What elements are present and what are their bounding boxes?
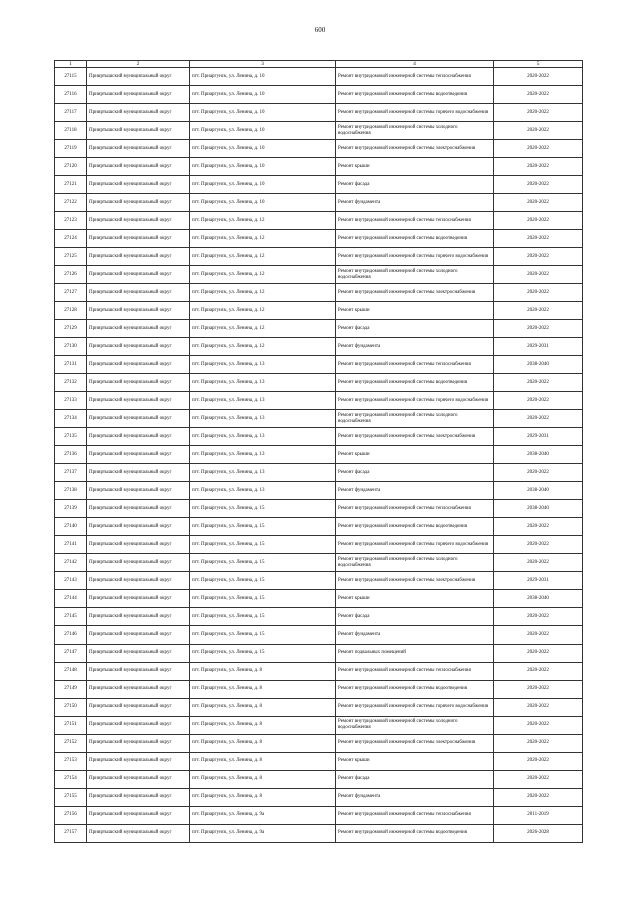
row-number: 27152 (55, 734, 87, 752)
row-number: 27119 (55, 140, 87, 158)
period-cell: 2020-2022 (494, 464, 583, 482)
row-number: 27116 (55, 86, 87, 104)
address-cell: пгт. Приаргунск, ул. Ленина, д. 13 (190, 356, 336, 374)
row-number: 27141 (55, 536, 87, 554)
address-cell: пгт. Приаргунск, ул. Ленина, д. 8 (190, 698, 336, 716)
municipality-cell: Прииртышский муниципальный округ (87, 356, 190, 374)
municipality-cell: Прииртышский муниципальный округ (87, 482, 190, 500)
address-cell: пгт. Приаргунск, ул. Ленина, д. 10 (190, 158, 336, 176)
municipality-cell: Прииртышский муниципальный округ (87, 554, 190, 572)
address-cell: пгт. Приаргунск, ул. Ленина, д. 13 (190, 446, 336, 464)
table-row (55, 662, 583, 680)
table-row (55, 554, 583, 572)
table-row (55, 518, 583, 536)
row-number: 27157 (55, 824, 87, 842)
table-row (55, 410, 583, 428)
table-row (55, 122, 583, 140)
work-type-cell: Ремонт фундамента (336, 788, 494, 806)
row-number: 27131 (55, 356, 87, 374)
work-type-cell: Ремонт фундамента (336, 194, 494, 212)
work-type-cell: Ремонт крыши (336, 158, 494, 176)
period-cell: 2020-2022 (494, 626, 583, 644)
row-number: 27130 (55, 338, 87, 356)
period-cell: 2020-2022 (494, 266, 583, 284)
address-cell: пгт. Приаргунск, ул. Ленина, д. 8 (190, 752, 336, 770)
municipality-cell: Прииртышский муниципальный округ (87, 734, 190, 752)
row-number: 27153 (55, 752, 87, 770)
row-number: 27143 (55, 572, 87, 590)
municipality-cell: Прииртышский муниципальный округ (87, 158, 190, 176)
period-cell: 2020-2022 (494, 608, 583, 626)
table-row (55, 698, 583, 716)
work-type-cell: Ремонт внутридомовой инженерной системы холодного водоснабжения (336, 122, 494, 140)
period-cell: 2020-2022 (494, 68, 583, 86)
table-row (55, 716, 583, 734)
table-row (55, 212, 583, 230)
work-type-cell: Ремонт внутридомовой инженерной системы электроснабжения (336, 284, 494, 302)
municipality-cell: Прииртышский муниципальный округ (87, 500, 190, 518)
municipality-cell: Прииртышский муниципальный округ (87, 464, 190, 482)
address-cell: пгт. Приаргунск, ул. Ленина, д. 15 (190, 536, 336, 554)
row-number: 27135 (55, 428, 87, 446)
table-row (55, 500, 583, 518)
row-number: 27132 (55, 374, 87, 392)
address-cell: пгт. Приаргунск, ул. Ленина, д. 8 (190, 680, 336, 698)
work-type-cell: Ремонт внутридомовой инженерной системы электроснабжения (336, 140, 494, 158)
work-type-cell: Ремонт внутридомовой инженерной системы водоотведения (336, 374, 494, 392)
address-cell: пгт. Приаргунск, ул. Ленина, д. 10 (190, 86, 336, 104)
address-cell: пгт. Приаргунск, ул. Ленина, д. 10 (190, 104, 336, 122)
municipality-cell: Прииртышский муниципальный округ (87, 320, 190, 338)
table-row (55, 248, 583, 266)
table-row (55, 626, 583, 644)
address-cell: пгт. Приаргунск, ул. Ленина, д. 12 (190, 266, 336, 284)
table-row (55, 464, 583, 482)
work-type-cell: Ремонт крыши (336, 590, 494, 608)
column-header: 4 (336, 61, 494, 68)
row-number: 27156 (55, 806, 87, 824)
address-cell: пгт. Приаргунск, ул. Ленина, д. 15 (190, 500, 336, 518)
repair-schedule-table (54, 60, 583, 843)
municipality-cell: Прииртышский муниципальный округ (87, 446, 190, 464)
table-body (55, 68, 583, 843)
row-number: 27149 (55, 680, 87, 698)
row-number: 27147 (55, 644, 87, 662)
address-cell: пгт. Приаргунск, ул. Ленина, д. 13 (190, 464, 336, 482)
address-cell: пгт. Приаргунск, ул. Ленина, д. 13 (190, 410, 336, 428)
row-number: 27151 (55, 716, 87, 734)
table-row (55, 194, 583, 212)
row-number: 27125 (55, 248, 87, 266)
table-row (55, 230, 583, 248)
municipality-cell: Прииртышский муниципальный округ (87, 410, 190, 428)
municipality-cell: Прииртышский муниципальный округ (87, 518, 190, 536)
municipality-cell: Прииртышский муниципальный округ (87, 572, 190, 590)
work-type-cell: Ремонт фасада (336, 320, 494, 338)
period-cell: 2038-2040 (494, 356, 583, 374)
municipality-cell: Прииртышский муниципальный округ (87, 122, 190, 140)
period-cell: 2020-2022 (494, 104, 583, 122)
row-number: 27120 (55, 158, 87, 176)
address-cell: пгт. Приаргунск, ул. Ленина, д. 13 (190, 374, 336, 392)
municipality-cell: Прииртышский муниципальный округ (87, 824, 190, 842)
work-type-cell: Ремонт крыши (336, 752, 494, 770)
municipality-cell: Прииртышский муниципальный округ (87, 428, 190, 446)
address-cell: пгт. Приаргунск, ул. Ленина, д. 12 (190, 320, 336, 338)
page-number: 600 (314, 26, 326, 34)
municipality-cell: Прииртышский муниципальный округ (87, 302, 190, 320)
work-type-cell: Ремонт внутридомовой инженерной системы холодного водоснабжения (336, 554, 494, 572)
table-row (55, 590, 583, 608)
municipality-cell: Прииртышский муниципальный округ (87, 86, 190, 104)
address-cell: пгт. Приаргунск, ул. Ленина, д. 10 (190, 122, 336, 140)
work-type-cell: Ремонт фасада (336, 176, 494, 194)
row-number: 27118 (55, 122, 87, 140)
period-cell: 2011-2019 (494, 806, 583, 824)
row-number: 27117 (55, 104, 87, 122)
table-row (55, 284, 583, 302)
column-header: 2 (87, 61, 190, 68)
period-cell: 2029-2031 (494, 338, 583, 356)
row-number: 27129 (55, 320, 87, 338)
municipality-cell: Прииртышский муниципальный округ (87, 392, 190, 410)
work-type-cell: Ремонт внутридомовой инженерной системы горячего водоснабжения (336, 536, 494, 554)
table-row (55, 392, 583, 410)
table-row (55, 644, 583, 662)
table-row (55, 608, 583, 626)
period-cell: 2029-2031 (494, 428, 583, 446)
address-cell: пгт. Приаргунск, ул. Ленина, д. 10 (190, 194, 336, 212)
work-type-cell: Ремонт крыши (336, 302, 494, 320)
address-cell: пгт. Приаргунск, ул. Ленина, д. 15 (190, 554, 336, 572)
row-number: 27126 (55, 266, 87, 284)
address-cell: пгт. Приаргунск, ул. Ленина, д. 12 (190, 248, 336, 266)
municipality-cell: Прииртышский муниципальный округ (87, 194, 190, 212)
municipality-cell: Прииртышский муниципальный округ (87, 788, 190, 806)
row-number: 27139 (55, 500, 87, 518)
table-row (55, 572, 583, 590)
row-number: 27123 (55, 212, 87, 230)
municipality-cell: Прииртышский муниципальный округ (87, 752, 190, 770)
address-cell: пгт. Приаргунск, ул. Ленина, д. 10 (190, 68, 336, 86)
period-cell: 2038-2040 (494, 482, 583, 500)
row-number: 27154 (55, 770, 87, 788)
address-cell: пгт. Приаргунск, ул. Ленина, д. 10 (190, 176, 336, 194)
address-cell: пгт. Приаргунск, ул. Ленина, д. 9а (190, 806, 336, 824)
municipality-cell: Прииртышский муниципальный округ (87, 230, 190, 248)
row-number: 27137 (55, 464, 87, 482)
work-type-cell: Ремонт фасада (336, 770, 494, 788)
address-cell: пгт. Приаргунск, ул. Ленина, д. 8 (190, 716, 336, 734)
row-number: 27121 (55, 176, 87, 194)
municipality-cell: Прииртышский муниципальный округ (87, 716, 190, 734)
municipality-cell: Прииртышский муниципальный округ (87, 662, 190, 680)
row-number: 27146 (55, 626, 87, 644)
table-row (55, 446, 583, 464)
work-type-cell: Ремонт внутридомовой инженерной системы водоотведения (336, 230, 494, 248)
work-type-cell: Ремонт внутридомовой инженерной системы горячего водоснабжения (336, 698, 494, 716)
row-number: 27140 (55, 518, 87, 536)
table-row (55, 806, 583, 824)
work-type-cell: Ремонт внутридомовой инженерной системы горячего водоснабжения (336, 104, 494, 122)
work-type-cell: Ремонт фасада (336, 464, 494, 482)
municipality-cell: Прииртышский муниципальный округ (87, 698, 190, 716)
work-type-cell: Ремонт внутридомовой инженерной системы холодного водоснабжения (336, 716, 494, 734)
period-cell: 2020-2022 (494, 770, 583, 788)
row-number: 27128 (55, 302, 87, 320)
table-row (55, 86, 583, 104)
work-type-cell: Ремонт внутридомовой инженерной системы холодного водоснабжения (336, 266, 494, 284)
period-cell: 2020-2022 (494, 230, 583, 248)
table-row (55, 374, 583, 392)
work-type-cell: Ремонт внутридомовой инженерной системы электроснабжения (336, 734, 494, 752)
municipality-cell: Прииртышский муниципальный округ (87, 680, 190, 698)
table-row (55, 428, 583, 446)
period-cell: 2020-2022 (494, 698, 583, 716)
row-number: 27133 (55, 392, 87, 410)
period-cell: 2020-2022 (494, 176, 583, 194)
municipality-cell: Прииртышский муниципальный округ (87, 770, 190, 788)
work-type-cell: Ремонт фундамента (336, 626, 494, 644)
address-cell: пгт. Приаргунск, ул. Ленина, д. 12 (190, 302, 336, 320)
period-cell: 2020-2022 (494, 536, 583, 554)
address-cell: пгт. Приаргунск, ул. Ленина, д. 8 (190, 788, 336, 806)
period-cell: 2020-2022 (494, 212, 583, 230)
work-type-cell: Ремонт подвальных помещений (336, 644, 494, 662)
municipality-cell: Прииртышский муниципальный округ (87, 212, 190, 230)
work-type-cell: Ремонт внутридомовой инженерной системы водоотведения (336, 86, 494, 104)
row-number: 27122 (55, 194, 87, 212)
row-number: 27150 (55, 698, 87, 716)
period-cell: 2020-2022 (494, 554, 583, 572)
period-cell: 2020-2022 (494, 716, 583, 734)
table-row (55, 770, 583, 788)
table-row (55, 536, 583, 554)
row-number: 27144 (55, 590, 87, 608)
table-row (55, 140, 583, 158)
table-row (55, 482, 583, 500)
municipality-cell: Прииртышский муниципальный округ (87, 338, 190, 356)
municipality-cell: Прииртышский муниципальный округ (87, 590, 190, 608)
work-type-cell: Ремонт крыши (336, 446, 494, 464)
table-row (55, 320, 583, 338)
address-cell: пгт. Приаргунск, ул. Ленина, д. 8 (190, 770, 336, 788)
address-cell: пгт. Приаргунск, ул. Ленина, д. 9а (190, 824, 336, 842)
municipality-cell: Прииртышский муниципальный округ (87, 536, 190, 554)
period-cell: 2038-2040 (494, 500, 583, 518)
row-number: 27134 (55, 410, 87, 428)
municipality-cell: Прииртышский муниципальный округ (87, 68, 190, 86)
period-cell: 2020-2022 (494, 410, 583, 428)
column-header: 3 (190, 61, 336, 68)
work-type-cell: Ремонт внутридомовой инженерной системы водоотведения (336, 518, 494, 536)
period-cell: 2020-2022 (494, 320, 583, 338)
address-cell: пгт. Приаргунск, ул. Ленина, д. 15 (190, 590, 336, 608)
municipality-cell: Прииртышский муниципальный округ (87, 806, 190, 824)
address-cell: пгт. Приаргунск, ул. Ленина, д. 8 (190, 734, 336, 752)
table-row (55, 158, 583, 176)
work-type-cell: Ремонт внутридомовой инженерной системы теплоснабжения (336, 356, 494, 374)
period-cell: 2020-2022 (494, 392, 583, 410)
column-header: 5 (494, 61, 583, 68)
period-cell: 2020-2022 (494, 374, 583, 392)
table-row (55, 266, 583, 284)
period-cell: 2020-2022 (494, 680, 583, 698)
table-row (55, 104, 583, 122)
address-cell: пгт. Приаргунск, ул. Ленина, д. 12 (190, 338, 336, 356)
work-type-cell: Ремонт внутридомовой инженерной системы водоотведения (336, 824, 494, 842)
municipality-cell: Прииртышский муниципальный округ (87, 248, 190, 266)
table-row (55, 788, 583, 806)
period-cell: 2038-2040 (494, 590, 583, 608)
period-cell: 2020-2022 (494, 140, 583, 158)
period-cell: 2020-2022 (494, 122, 583, 140)
period-cell: 2020-2022 (494, 302, 583, 320)
work-type-cell: Ремонт внутридомовой инженерной системы горячего водоснабжения (336, 248, 494, 266)
row-number: 27124 (55, 230, 87, 248)
address-cell: пгт. Приаргунск, ул. Ленина, д. 13 (190, 482, 336, 500)
period-cell: 2029-2031 (494, 572, 583, 590)
municipality-cell: Прииртышский муниципальный округ (87, 626, 190, 644)
period-cell: 2038-2040 (494, 446, 583, 464)
work-type-cell: Ремонт внутридомовой инженерной системы теплоснабжения (336, 806, 494, 824)
address-cell: пгт. Приаргунск, ул. Ленина, д. 13 (190, 392, 336, 410)
table-row (55, 176, 583, 194)
address-cell: пгт. Приаргунск, ул. Ленина, д. 12 (190, 230, 336, 248)
address-cell: пгт. Приаргунск, ул. Ленина, д. 15 (190, 608, 336, 626)
work-type-cell: Ремонт внутридомовой инженерной системы электроснабжения (336, 428, 494, 446)
address-cell: пгт. Приаргунск, ул. Ленина, д. 15 (190, 572, 336, 590)
municipality-cell: Прииртышский муниципальный округ (87, 104, 190, 122)
row-number: 27115 (55, 68, 87, 86)
work-type-cell: Ремонт внутридомовой инженерной системы теплоснабжения (336, 68, 494, 86)
period-cell: 2020-2022 (494, 788, 583, 806)
period-cell: 2020-2022 (494, 662, 583, 680)
table-row (55, 68, 583, 86)
row-number: 27136 (55, 446, 87, 464)
address-cell: пгт. Приаргунск, ул. Ленина, д. 13 (190, 428, 336, 446)
period-cell: 2020-2022 (494, 734, 583, 752)
work-type-cell: Ремонт внутридомовой инженерной системы горячего водоснабжения (336, 392, 494, 410)
table-row (55, 752, 583, 770)
work-type-cell: Ремонт внутридомовой инженерной системы теплоснабжения (336, 500, 494, 518)
period-cell: 2020-2022 (494, 284, 583, 302)
municipality-cell: Прииртышский муниципальный округ (87, 644, 190, 662)
address-cell: пгт. Приаргунск, ул. Ленина, д. 12 (190, 212, 336, 230)
municipality-cell: Прииртышский муниципальный округ (87, 176, 190, 194)
address-cell: пгт. Приаргунск, ул. Ленина, д. 15 (190, 626, 336, 644)
municipality-cell: Прииртышский муниципальный округ (87, 266, 190, 284)
row-number: 27127 (55, 284, 87, 302)
work-type-cell: Ремонт внутридомовой инженерной системы электроснабжения (336, 572, 494, 590)
municipality-cell: Прииртышский муниципальный округ (87, 284, 190, 302)
work-type-cell: Ремонт внутридомовой инженерной системы теплоснабжения (336, 662, 494, 680)
period-cell: 2020-2022 (494, 644, 583, 662)
work-type-cell: Ремонт внутридомовой инженерной системы теплоснабжения (336, 212, 494, 230)
address-cell: пгт. Приаргунск, ул. Ленина, д. 10 (190, 140, 336, 158)
municipality-cell: Прииртышский муниципальный округ (87, 140, 190, 158)
period-cell: 2020-2022 (494, 194, 583, 212)
table-row (55, 338, 583, 356)
column-header: 1 (55, 61, 87, 68)
address-cell: пгт. Приаргунск, ул. Ленина, д. 12 (190, 284, 336, 302)
period-cell: 2020-2022 (494, 158, 583, 176)
row-number: 27155 (55, 788, 87, 806)
period-cell: 2020-2022 (494, 518, 583, 536)
table-row (55, 356, 583, 374)
table-row (55, 302, 583, 320)
work-type-cell: Ремонт внутридомовой инженерной системы водоотведения (336, 680, 494, 698)
address-cell: пгт. Приаргунск, ул. Ленина, д. 15 (190, 644, 336, 662)
table-row (55, 824, 583, 842)
period-cell: 2026-2028 (494, 824, 583, 842)
table-row (55, 680, 583, 698)
row-number: 27138 (55, 482, 87, 500)
row-number: 27142 (55, 554, 87, 572)
work-type-cell: Ремонт внутридомовой инженерной системы холодного водоснабжения (336, 410, 494, 428)
work-type-cell: Ремонт фундамента (336, 482, 494, 500)
table-header-row (55, 61, 583, 68)
row-number: 27145 (55, 608, 87, 626)
period-cell: 2020-2022 (494, 86, 583, 104)
municipality-cell: Прииртышский муниципальный округ (87, 374, 190, 392)
work-type-cell: Ремонт фундамента (336, 338, 494, 356)
period-cell: 2020-2022 (494, 248, 583, 266)
address-cell: пгт. Приаргунск, ул. Ленина, д. 15 (190, 518, 336, 536)
municipality-cell: Прииртышский муниципальный округ (87, 608, 190, 626)
address-cell: пгт. Приаргунск, ул. Ленина, д. 8 (190, 662, 336, 680)
work-type-cell: Ремонт фасада (336, 608, 494, 626)
table-row (55, 734, 583, 752)
row-number: 27148 (55, 662, 87, 680)
period-cell: 2020-2022 (494, 752, 583, 770)
